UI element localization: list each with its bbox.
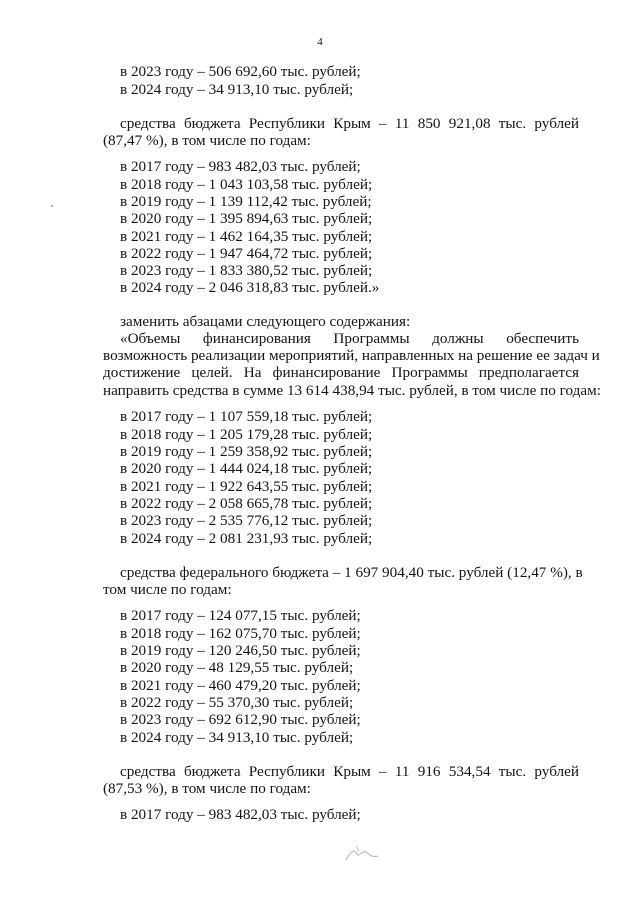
text-line: в 2019 году – 1 139 112,42 тыс. рублей; <box>120 193 372 210</box>
text-line: в 2017 году – 124 077,15 тыс. рублей; <box>120 607 361 624</box>
text-line: в 2024 году – 34 913,10 тыс. рублей; <box>120 81 354 98</box>
text-line: в 2017 году – 983 482,03 тыс. рублей; <box>120 806 361 823</box>
text-line: в 2022 году – 2 058 665,78 тыс. рублей; <box>120 495 373 512</box>
text-line: в 2017 году – 1 107 559,18 тыс. рублей; <box>120 408 373 425</box>
text-line: в 2022 году – 1 947 464,72 тыс. рублей; <box>120 245 373 262</box>
text-line: в 2021 году – 460 479,20 тыс. рублей; <box>120 677 361 694</box>
text-line: в 2020 году – 48 129,55 тыс. рублей; <box>120 659 354 676</box>
text-line: «Объемы финансирования Программы должны обеспечить <box>120 330 579 347</box>
text-line: в 2018 году – 162 075,70 тыс. рублей; <box>120 625 361 642</box>
text-line: заменить абзацами следующего содержания: <box>120 313 411 330</box>
text-line: (87,53 %), в том числе по годам: <box>103 780 311 797</box>
text-line: том числе по годам: <box>103 581 232 598</box>
text-line: средства бюджета Республики Крым – 11 850 921,08 тыс. рублей <box>120 115 579 132</box>
page-number: 4 <box>317 36 323 48</box>
text-line: в 2019 году – 1 259 358,92 тыс. рублей; <box>120 443 373 460</box>
text-line: в 2022 году – 55 370,30 тыс. рублей; <box>120 694 354 711</box>
text-line: в 2020 году – 1 444 024,18 тыс. рублей; <box>120 460 373 477</box>
text-line: в 2024 году – 2 046 318,83 тыс. рублей.» <box>120 279 380 296</box>
text-line: возможность реализации мероприятий, направленных на решение ее задач и <box>103 347 600 364</box>
text-line: в 2019 году – 120 246,50 тыс. рублей; <box>120 642 361 659</box>
text-line: в 2017 году – 983 482,03 тыс. рублей; <box>120 158 361 175</box>
text-line: в 2018 году – 1 205 179,28 тыс. рублей; <box>120 426 373 443</box>
text-line: в 2021 году – 1 462 164,35 тыс. рублей; <box>120 228 373 245</box>
text-line: (87,47 %), в том числе по годам: <box>103 132 311 149</box>
text-line: в 2023 году – 1 833 380,52 тыс. рублей; <box>120 262 373 279</box>
text-line: направить средства в сумме 13 614 438,94 тыс. рублей, в том числе по годам: <box>103 382 601 399</box>
text-line: в 2018 году – 1 043 103,58 тыс. рублей; <box>120 176 373 193</box>
text-line: в 2020 году – 1 395 894,63 тыс. рублей; <box>120 210 373 227</box>
text-line: в 2023 году – 2 535 776,12 тыс. рублей; <box>120 512 373 529</box>
text-line: в 2023 году – 692 612,90 тыс. рублей; <box>120 711 361 728</box>
text-line: достижение целей. На финансирование Программы предполагается <box>103 364 579 381</box>
text-line: средства бюджета Республики Крым – 11 916 534,54 тыс. рублей <box>120 763 579 780</box>
scan-mark <box>342 838 392 868</box>
scan-speck <box>51 205 53 207</box>
text-line: в 2023 году – 506 692,60 тыс. рублей; <box>120 63 361 80</box>
text-line: в 2021 году – 1 922 643,55 тыс. рублей; <box>120 478 373 495</box>
text-line: средства федерального бюджета – 1 697 904,40 тыс. рублей (12,47 %), в <box>120 564 583 581</box>
text-line: в 2024 году – 2 081 231,93 тыс. рублей; <box>120 530 373 547</box>
text-line: в 2024 году – 34 913,10 тыс. рублей; <box>120 729 354 746</box>
